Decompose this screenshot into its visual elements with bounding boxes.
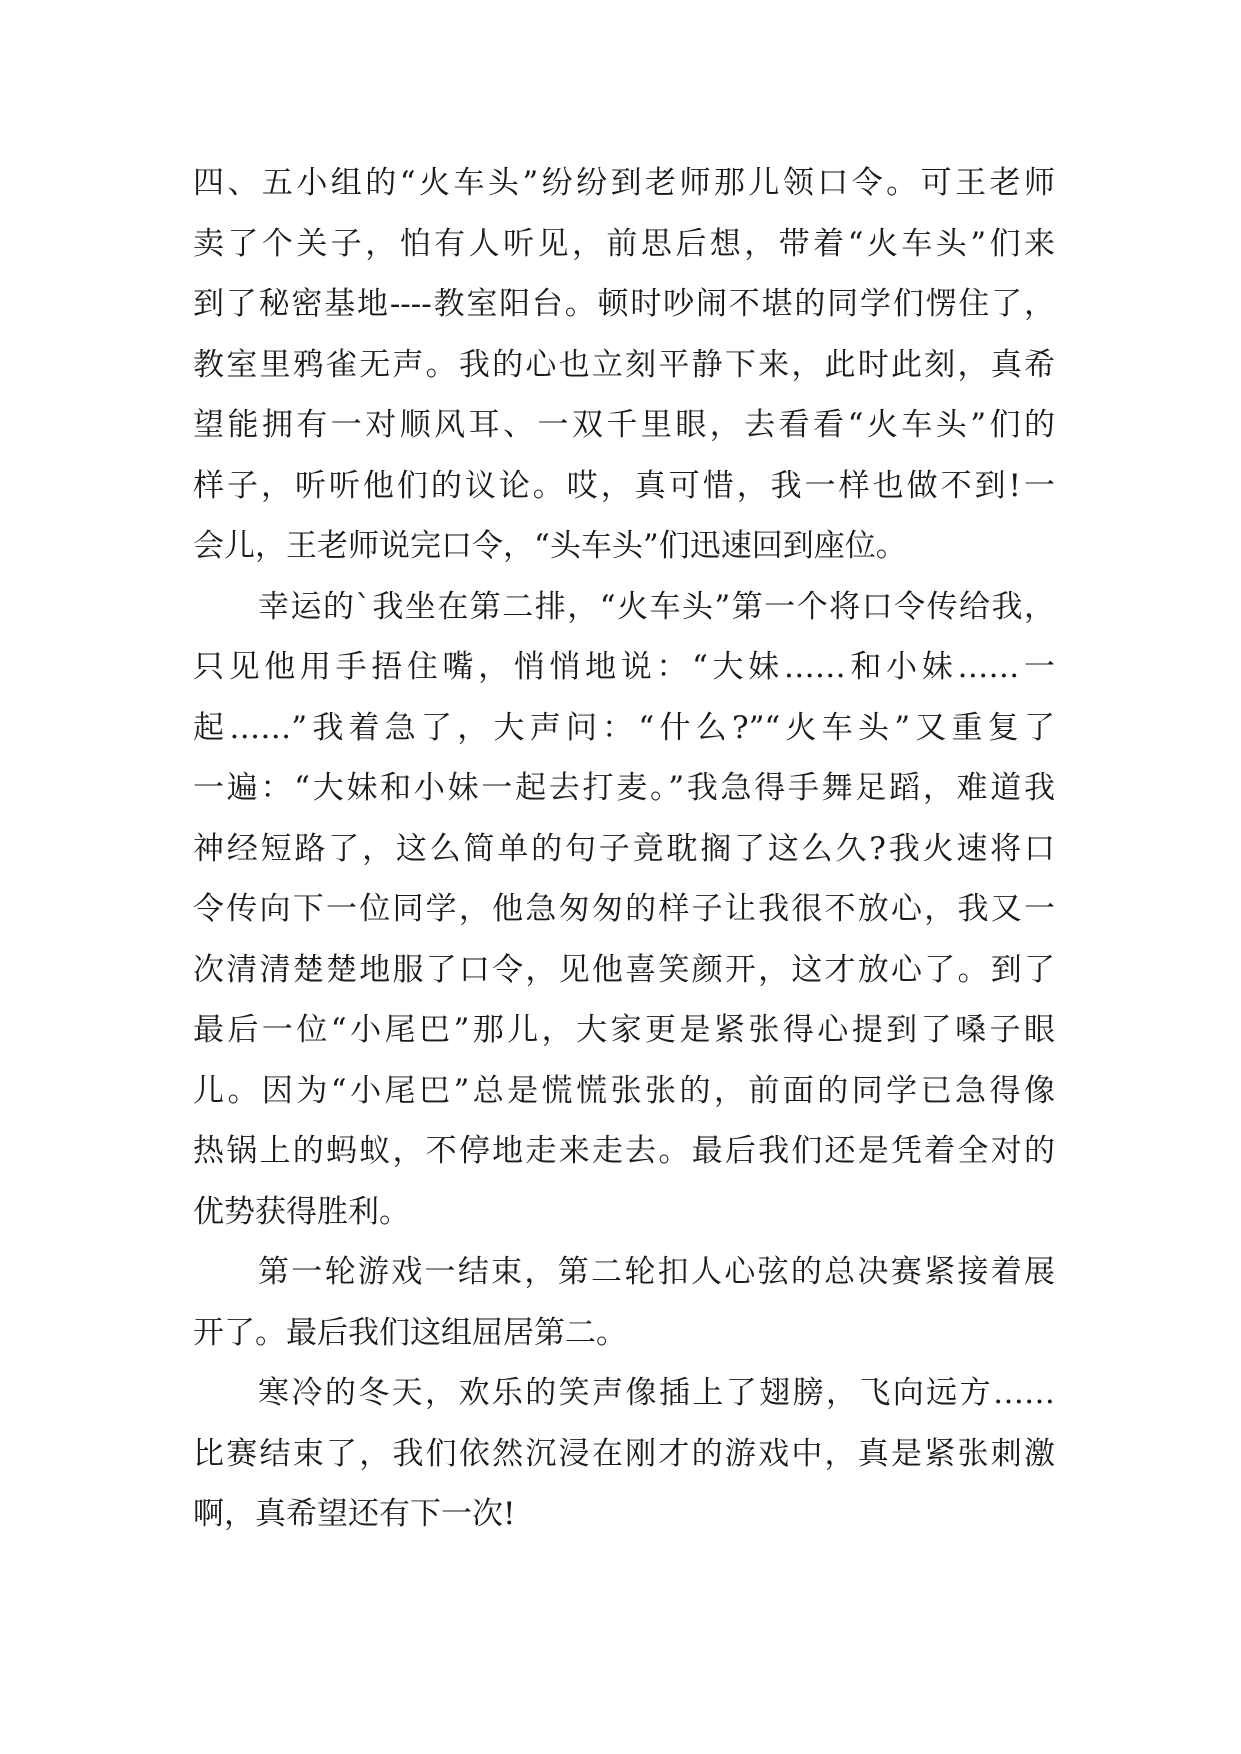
text-line: 儿。因为“小尾巴”总是慌慌张张的，前面的同学已急得像: [193, 1073, 1055, 1109]
text-line: 神经短路了，这么简单的句子竟耽搁了这么久?我火速将口: [193, 831, 1055, 867]
text-line: 样子，听听他们的议论。哎，真可惜，我一样也做不到!一: [193, 468, 1055, 504]
text-line: 开了。最后我们这组屈居第二。: [193, 1315, 627, 1351]
text-line: 热锅上的蚂蚁，不停地走来走去。最后我们还是凭着全对的: [193, 1133, 1055, 1169]
text-line: 令传向下一位同学，他急匆匆的样子让我很不放心，我又一: [193, 891, 1055, 927]
text-line: 起……”我着急了，大声问：“什么?”“火车头”又重复了: [193, 710, 1055, 746]
text-line: 优势获得胜利。: [193, 1194, 410, 1230]
text-line: 比赛结束了，我们依然沉浸在刚才的游戏中，真是紧张刺激: [193, 1436, 1055, 1472]
text-line: 四、五小组的“火车头”纷纷到老师那儿领口令。可王老师: [193, 165, 1055, 201]
text-line: 啊，真希望还有下一次!: [193, 1496, 516, 1532]
text-line: 寒冷的冬天，欢乐的笑声像插上了翅膀，飞向远方……: [258, 1375, 1055, 1411]
text-line: 最后一位“小尾巴”那儿，大家更是紧张得心提到了嗓子眼: [193, 1012, 1055, 1048]
text-line: 一遍：“大妹和小妹一起去打麦。”我急得手舞足蹈，难道我: [193, 770, 1055, 806]
text-line: 望能拥有一对顺风耳、一双千里眼，去看看“火车头”们的: [193, 407, 1055, 443]
text-line: 教室里鸦雀无声。我的心也立刻平静下来，此时此刻，真希: [193, 347, 1055, 383]
text-line: 次清清楚楚地服了口令，见他喜笑颜开，这才放心了。到了: [193, 952, 1055, 988]
text-line: 卖了个关子，怕有人听见，前思后想，带着“火车头”们来: [193, 226, 1055, 262]
text-line: 只见他用手捂住嘴，悄悄地说：“大妹……和小妹……一: [193, 649, 1055, 685]
text-line: 幸运的`我坐在第二排，“火车头”第一个将口令传给我，: [258, 589, 1055, 625]
text-line: 会儿，王老师说完口令，“头车头”们迅速回到座位。: [193, 528, 907, 564]
text-line: 第一轮游戏一结束，第二轮扣人心弦的总决赛紧接着展: [258, 1254, 1055, 1290]
text-line: 到了秘密基地----教室阳台。顿时吵闹不堪的同学们愣住了，: [193, 286, 1055, 322]
